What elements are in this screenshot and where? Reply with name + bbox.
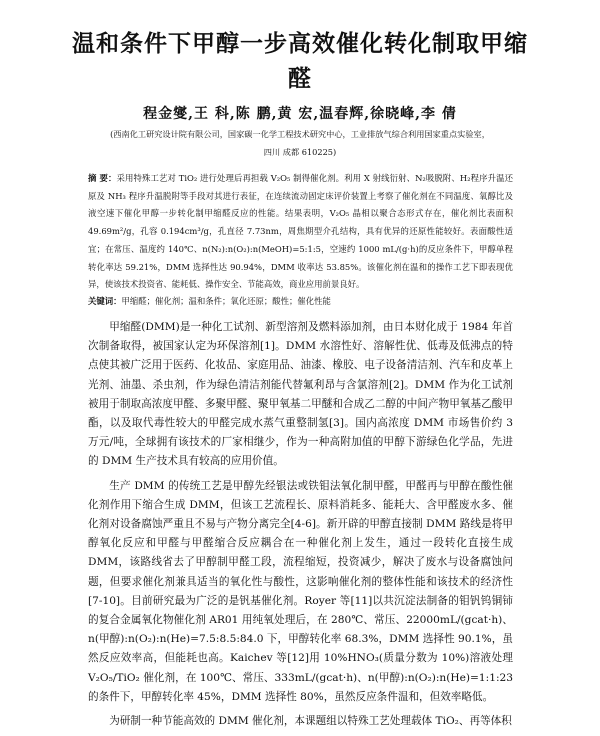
author-list: 程金燮,王 科,陈 鹏,黄 宏,温春辉,徐晓峰,李 倩: [143, 106, 457, 122]
abstract: [88, 170, 513, 294]
affiliation: [84, 125, 516, 161]
affiliation-line-2: 四川 成都 610225): [263, 147, 337, 157]
affiliation-line-1: (西南化工研究设计院有限公司，国家碳一化学工程技术研究中心，工业排放气综合利用国家重点实验室，: [110, 129, 490, 139]
body-paragraph-2: 生产 DMM 的传统工艺是甲醇先经银法或铁钼法氧化制甲醛，甲醛再与甲醇在酸性催化剂作用下缩合生成 DMM，但该工艺流程长、原料消耗多、能耗大、含甲醛废水多、催化剂对设备腐蚀严重且不易与产物分离完全[4-6]。新开辟的甲醇直接制 DMM 路线是将甲醇氧化反应和甲醛与甲醛缩合反应耦合在一种催化剂上发生，通过一段转化直接生成 DMM，该路线省去了甲醇制甲醛工段，流程缩短，投资减少，解决了废水与设备腐蚀问题，但要求催化剂兼具适当的氧化性与酸性，这影响催化剂的整体性能和该技术的经济性[7-10]。目前研究最为广泛的是钒基催化剂。Royer 等[11]以共沉淀法制备的钼钒钨铜铈的复合金属氧化物催化剂 AR01 用纯氧处理后，在 280℃、常压、22000mL/(gcat·h)、n(甲醇):n(O₂):n(He)=7.5:8.5:84.0 下，甲醇转化率 68.3%，DMM 选择性 90.1%，虽然反应效率高，但能耗也高。Kaichev 等[12]用 10%HNO₃(质量分数为 10%)溶液处理 V₂O₅/TiO₂ 催化剂，在 100℃、常压、333mL/(gcat·h)、n(甲醇):n(O₂):n(He)=1:1:23 的条件下，甲醇转化率 45%，DMM 选择性 80%，虽然反应条件温和，但效率略低。: [88, 479, 513, 703]
paper-title: 温和条件下甲醇一步高效催化转化制取甲缩醛: [72, 30, 528, 92]
abstract-label: 摘 要：: [88, 173, 117, 183]
body-paragraph-1: 甲缩醛(DMM)是一种化工试剂、新型溶剂及燃料添加剂，由日本财化成于 1984 年首次制备取得，被国家认定为环保溶剂[1]。DMM 水溶性好、溶解性优、低毒及低沸点的特点使其被广泛用于医药、化妆品、家庭用品、油漆、橡胶、电子设备清洁剂、汽车和皮革上光剂、油墨、杀虫剂，作为绿色清洁剂能代替氟利昂与含氯溶剂[2]。DMM 作为化工试剂被用于制取高浓度甲醛、多聚甲醛、聚甲氧基二甲醚和合成乙二醇的中间产物甲氧基乙酸甲酯，以及取代毒性较大的甲醛完成水蒸气重整制氢[3]。国内高浓度 DMM 市场售价约 3 万元/吨，全球拥有该技术的厂家相继少，作为一种高附加值的甲醇下游绿色化学品，先进的 DMM 生产技术具有较高的应用价值。: [88, 321, 513, 468]
body-paragraph-3: 为研制一种节能高效的 DMM 催化剂，本课题组以特殊工艺处理载体 TiO₂、再等体积: [109, 715, 512, 728]
keywords-label: 关键词：: [88, 296, 122, 306]
keywords: [88, 295, 513, 307]
keywords-text: 甲缩醛；催化剂；温和条件；氧化还原；酸性；催化性能: [121, 296, 331, 306]
body-text: [88, 318, 513, 736]
abstract-text: 采用特殊工艺对 TiO₂ 进行处理后再担载 V₂O₅ 制得催化剂。利用 X 射线衍射、N₂吸脱附、H₂程序升温还原及 NH₃ 程序升温脱附等手段对其进行表征，在连续流动固定床评价装置上考察了催化剂在不同温度、氧醇比及液空速下催化甲醇一步转化制甲缩醛反应的性能。结果表明，V₂O₅ 晶相以聚合态形式存在，催化剂比表面积 49.69m²/g，孔容 0.194cm³/g，孔直径 7.73nm，周焦期型介孔结构，具有优异的还原性能较好。表面酸性适宜；在常压、温度约 140℃、n(N₂):n(O₂):n(MeOH)=5:1:5，空速约 1000 mL/(g·h)的反应条件下，甲醇单程转化率达 59.21%，DMM 选择性达 90.94%，DMM 收率达 53.85%。该催化剂在温和的操作工艺下即表现优异，使该技术投资省、能耗低、操作安全、节能高效，商业应用前景良好。: [88, 173, 513, 290]
